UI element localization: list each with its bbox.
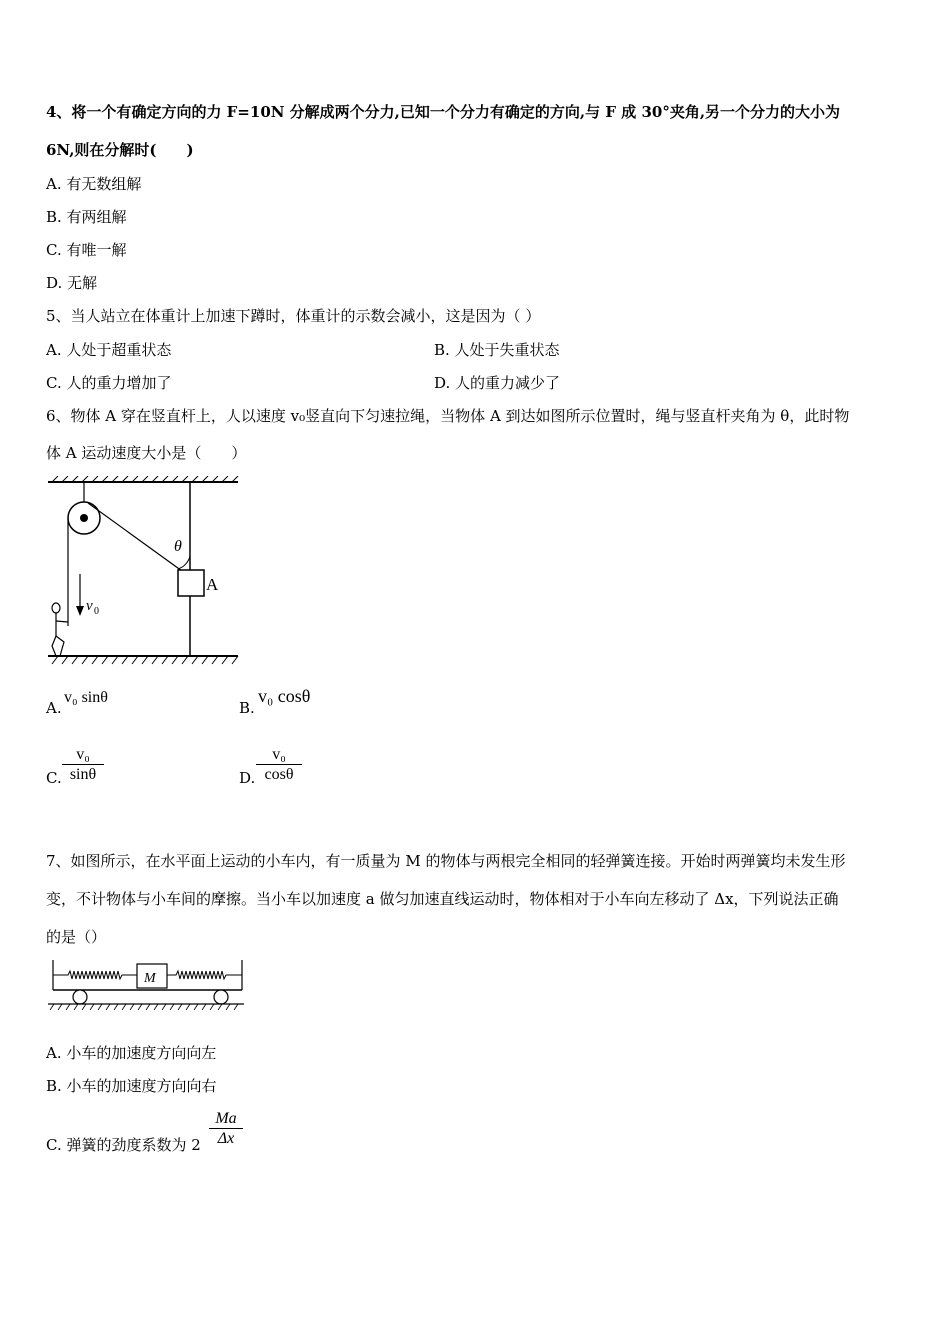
mass-label: M (144, 971, 156, 986)
q4-stem-line1: 4、将一个有确定方向的力 F=10N 分解成两个分力,已知一个分力有确定的方向,与 F 成 30°夹角,另一个分力的大小为 (46, 103, 841, 121)
angle-label: θ (174, 538, 182, 555)
person-figure (52, 603, 68, 656)
q6-option-c-numerator: v₀ (62, 746, 104, 765)
q5-option-d: D. 人的重力减少了 (434, 374, 561, 392)
block-label: A (206, 575, 219, 594)
q6-stem-line1: 6、物体 A 穿在竖直杆上，人以速度 v₀竖直向下匀速拉绳，当物体 A 到达如图所示位置时，绳与竖直杆夹角为 θ，此时物 (46, 407, 850, 425)
q7-stem-line3: 的是（） (46, 928, 107, 946)
q6-option-a-prefix: A. (46, 699, 62, 717)
velocity-label: v (86, 598, 93, 614)
q6-option-c-fraction (62, 746, 104, 785)
q6-option-d-numerator: v₀ (256, 746, 302, 765)
q6-option-c-denominator: sinθ (69, 766, 97, 783)
q7-option-a: A. 小车的加速度方向向左 (46, 1044, 217, 1062)
q5-option-b: B. 人处于失重状态 (434, 341, 560, 359)
q7-option-c-text: C. 弹簧的劲度系数为 2 (46, 1136, 201, 1154)
q6-option-d-prefix: D. (239, 769, 256, 787)
q5-option-a: A. 人处于超重状态 (46, 341, 172, 359)
q6-option-d-denominator: cosθ (264, 766, 294, 783)
velocity-subscript: 0 (94, 606, 99, 617)
q6-option-b-expr: v₀ cosθ (258, 686, 311, 706)
cart-spring-diagram (46, 958, 246, 1016)
q4-option-c: C. 有唯一解 (46, 241, 127, 259)
wheel (214, 990, 228, 1004)
q4-option-b: B. 有两组解 (46, 208, 127, 226)
q6-option-b-prefix: B. (239, 699, 255, 717)
wheel (73, 990, 87, 1004)
q7-option-c-denominator: Δx (217, 1130, 235, 1147)
q4-option-d: D. 无解 (46, 274, 98, 292)
q5-stem: 5、当人站立在体重计上加速下蹲时，体重计的示数会减小，这是因为（ ） (46, 307, 541, 325)
q7-option-c-fraction (209, 1110, 243, 1149)
q6-option-a-expr: v₀ sinθ (64, 689, 108, 706)
q7-option-b: B. 小车的加速度方向向右 (46, 1077, 217, 1095)
q6-stem-line2: 体 A 运动速度大小是（ ） (46, 444, 247, 462)
q6-option-c-prefix: C. (46, 769, 62, 787)
q4-option-a: A. 有无数组解 (46, 175, 142, 193)
q4-stem-line2: 6N,则在分解时( ) (46, 141, 194, 159)
pulley-diagram (44, 476, 244, 666)
q7-stem-line2: 变，不计物体与小车间的摩擦。当小车以加速度 a 做匀加速直线运动时，物体相对于小车向左移动了 Δx，下列说法正确 (46, 890, 839, 908)
q7-stem-line1: 7、如图所示，在水平面上运动的小车内，有一质量为 M 的物体与两根完全相同的轻弹簧连接。开始时两弹簧均未发生形 (46, 852, 846, 870)
q5-option-c: C. 人的重力增加了 (46, 374, 172, 392)
q7-option-c-numerator: Ma (209, 1110, 243, 1129)
q6-option-d-fraction (256, 746, 302, 785)
block-a (178, 570, 204, 596)
